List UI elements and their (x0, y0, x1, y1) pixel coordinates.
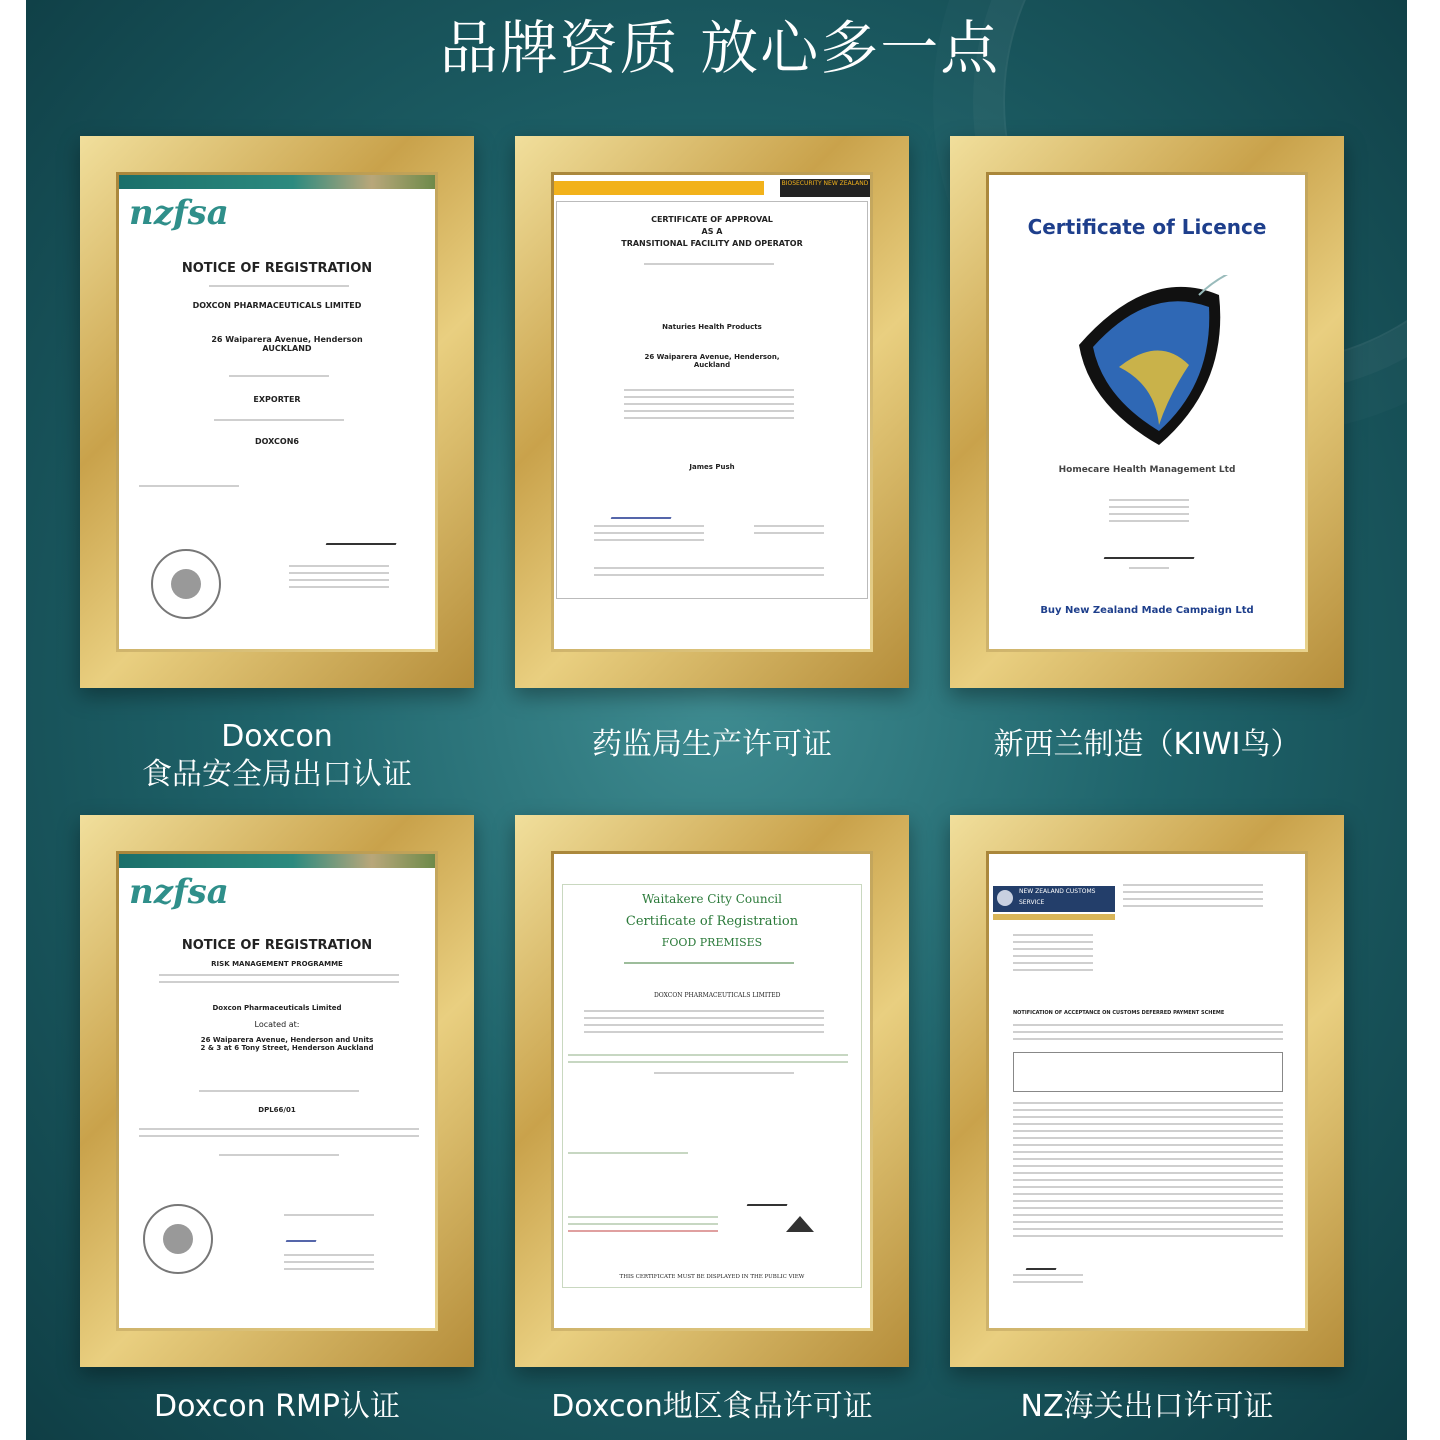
doc-topbar (119, 854, 435, 868)
signature-icon (1026, 1252, 1063, 1270)
doc-text-lines (209, 285, 349, 292)
caption-nzfsa-export-line2: 食品安全局出口认证 (142, 757, 412, 792)
doc-text-lines (1123, 884, 1263, 912)
certificate-frame-customs[interactable] (950, 815, 1344, 1367)
doc-title: NOTICE OF REGISTRATION (181, 938, 373, 953)
certificate-frame-rmp[interactable] (80, 815, 474, 1367)
frame-inner (986, 851, 1308, 1331)
doc-text-lines (139, 1128, 419, 1142)
doc-footer: Buy New Zealand Made Campaign Ltd (1040, 605, 1254, 616)
page-heading: 品牌资质 放心多一点 (439, 14, 1001, 82)
doc-stripe (554, 181, 764, 195)
doc-text-lines (654, 1072, 794, 1079)
doc-title-line1: Waitakere City Council (642, 892, 782, 906)
doc-text-lines (1013, 934, 1093, 976)
doc-text-lines (568, 1054, 848, 1068)
doc-text-lines (214, 419, 344, 426)
doc-text-lines (199, 1090, 359, 1097)
doc-title: Certificate of Licence (1027, 215, 1267, 239)
doc-text-lines (594, 525, 704, 546)
doc-org: DOXCON PHARMACEUTICALS LIMITED (654, 992, 781, 999)
caption-rmp: Doxcon RMP认证 (154, 1389, 400, 1424)
doc-text-lines (644, 263, 774, 270)
doc-text-lines (139, 485, 239, 492)
doc-subtitle: RISK MANAGEMENT PROGRAMME (211, 960, 343, 968)
signature-icon (611, 501, 678, 519)
doc-id: DPL66/01 (258, 1106, 296, 1114)
doc-topbar (119, 175, 435, 189)
official-seal-icon (151, 549, 221, 619)
doc-person: James Push (689, 463, 735, 471)
doc-title-line3: FOOD PREMISES (661, 936, 763, 949)
certificate-document (554, 175, 870, 649)
crest-icon (997, 890, 1013, 906)
caption-food-premises: Doxcon地区食品许可证 (551, 1389, 873, 1424)
doc-text-lines (1109, 499, 1189, 527)
nzfsa-logo: nzfsa (129, 872, 229, 912)
doc-text-lines (219, 1154, 339, 1161)
doc-title-line2: AS A (701, 227, 723, 236)
caption-biosecurity: 药监局生产许可证 (592, 727, 832, 762)
frame-inner (986, 172, 1308, 652)
doc-text-lines (594, 567, 824, 581)
certificate-document (119, 854, 435, 1328)
doc-role: EXPORTER (253, 395, 301, 404)
doc-text-lines (1013, 1024, 1283, 1045)
certificate-frame-biosecurity[interactable] (515, 136, 909, 688)
doc-address: 26 Waiparera Avenue, Henderson AUCKLAND (211, 335, 363, 353)
official-seal-icon (143, 1204, 213, 1274)
doc-org: Homecare Health Management Ltd (1058, 465, 1236, 475)
doc-text-lines (284, 1254, 374, 1275)
certificate-frame-food-premises[interactable] (515, 815, 909, 1367)
certificate-document (554, 854, 870, 1328)
doc-text-lines (159, 974, 399, 988)
certificate-frame-nzfsa-export[interactable] (80, 136, 474, 688)
doc-stripe (993, 914, 1115, 920)
certificate-document (119, 175, 435, 649)
certificate-document (989, 854, 1305, 1328)
doc-located: Located at: (254, 1020, 300, 1029)
biosecurity-badge: BIOSECURITY NEW ZEALAND (780, 179, 870, 197)
caption-customs: NZ海关出口许可证 (1020, 1389, 1274, 1424)
doc-heading: NOTIFICATION OF ACCEPTANCE ON CUSTOMS DEFERRED PAYMENT SCHEME (1013, 1010, 1225, 1016)
nzfsa-logo: nzfsa (129, 193, 229, 233)
doc-text-lines (624, 389, 794, 424)
frame-inner (551, 172, 873, 652)
doc-text-lines (754, 525, 824, 539)
council-logo-icon (786, 1216, 814, 1232)
customs-badge: NEW ZEALAND CUSTOMS SERVICE (993, 886, 1115, 912)
frame-inner (116, 172, 438, 652)
doc-text-lines (284, 1214, 374, 1221)
doc-text-lines (584, 1010, 824, 1038)
certificate-frame-kiwi-licence[interactable] (950, 136, 1344, 688)
frame-inner (551, 851, 873, 1331)
doc-title-line1: CERTIFICATE OF APPROVAL (651, 215, 773, 224)
doc-text-lines (1013, 1102, 1283, 1242)
doc-footer: THIS CERTIFICATE MUST BE DISPLAYED IN THE PUBLIC VIEW (619, 1274, 805, 1280)
doc-address: 26 Waiparera Avenue, Henderson, Auckland (644, 353, 780, 369)
signature-icon (747, 1188, 794, 1206)
doc-text-lines (568, 1152, 688, 1159)
signature-icon (1104, 541, 1201, 559)
certificate-document (989, 175, 1305, 649)
doc-text-lines (1013, 1274, 1083, 1288)
doc-title: NOTICE OF REGISTRATION (181, 261, 373, 276)
caption-kiwi-licence: 新西兰制造（KIWI鸟） (993, 727, 1301, 762)
doc-title-line3: TRANSITIONAL FACILITY AND OPERATOR (621, 239, 803, 248)
caption-nzfsa-export-line1: Doxcon (221, 719, 333, 754)
signature-icon (326, 527, 403, 545)
signature-icon (286, 1224, 323, 1242)
doc-org: DOXCON PHARMACEUTICALS LIMITED (192, 301, 362, 310)
doc-title-line2: Certificate of Registration (625, 914, 799, 929)
doc-text-lines (1129, 567, 1169, 574)
doc-address: 26 Waiparera Avenue, Henderson and Units 2 & 3 at 6 Tony Street, Henderson Auckland (200, 1036, 374, 1052)
doc-text-lines (229, 375, 329, 382)
doc-text-lines (289, 565, 389, 593)
kiwi-triangle-logo-icon (1059, 275, 1239, 455)
account-table (1013, 1052, 1283, 1092)
doc-text-lines (568, 1216, 718, 1237)
doc-org: Doxcon Pharmaceuticals Limited (212, 1004, 342, 1012)
doc-text-lines (624, 962, 794, 969)
doc-id: DOXCON6 (255, 437, 299, 446)
doc-org: Naturies Health Products (662, 323, 762, 331)
frame-inner (116, 851, 438, 1331)
